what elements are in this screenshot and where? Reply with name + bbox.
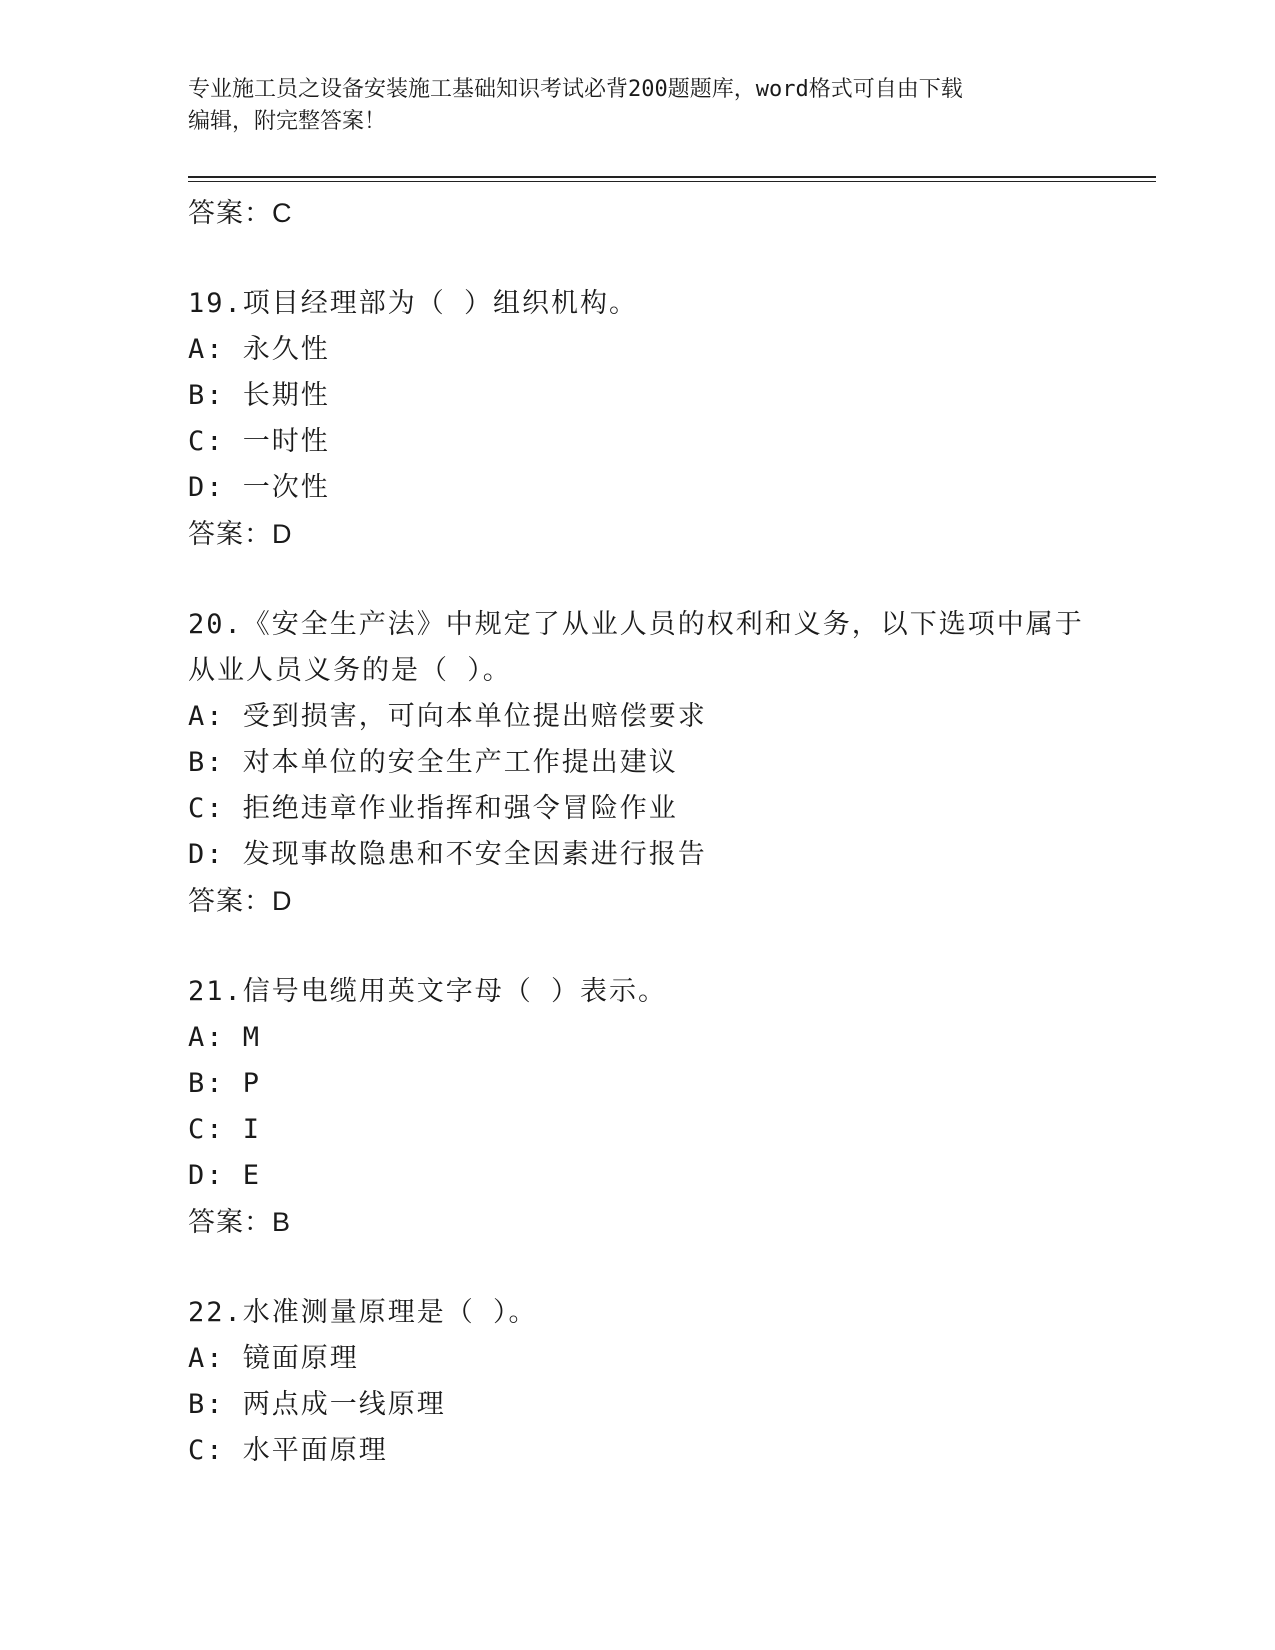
answer: 答案：D	[188, 519, 293, 549]
header-line-1: 专业施工员之设备安装施工基础知识考试必背200题题库，word格式可自由下载	[188, 77, 963, 102]
option-b: B: P	[188, 1068, 262, 1099]
question-stem: 19.项目经理部为（ ）组织机构。	[188, 288, 639, 319]
option-a: A: 镜面原理	[188, 1343, 359, 1374]
option-a: A: M	[188, 1022, 262, 1053]
question-21	[188, 969, 1088, 1245]
option-b: B: 两点成一线原理	[188, 1389, 446, 1420]
option-c: C: 拒绝违章作业指挥和强令冒险作业	[188, 793, 678, 824]
option-a: A: 受到损害，可向本单位提出赔偿要求	[188, 701, 707, 732]
question-19	[188, 281, 1088, 557]
question-stem: 21.信号电缆用英文字母（ ）表示。	[188, 976, 668, 1007]
question-stem: 20.《安全生产法》中规定了从业人员的权利和义务，以下选项中属于	[188, 609, 1084, 640]
answer: 答案：B	[188, 1207, 292, 1237]
header-line-2: 编辑，附完整答案！	[188, 109, 387, 134]
option-d: D: E	[188, 1160, 262, 1191]
option-c: C: 一时性	[188, 426, 330, 457]
question-stem: 22.水准测量原理是（ ）。	[188, 1297, 538, 1328]
question-stem-continued: 从业人员义务的是（ ）。	[188, 655, 512, 686]
option-d: D: 一次性	[188, 472, 330, 503]
document-header	[188, 74, 1088, 138]
option-d: D: 发现事故隐患和不安全因素进行报告	[188, 839, 707, 870]
option-b: B: 对本单位的安全生产工作提出建议	[188, 747, 678, 778]
question-22	[188, 1290, 1088, 1474]
option-c: C: 水平面原理	[188, 1435, 388, 1466]
option-b: B: 长期性	[188, 380, 330, 411]
question-content	[188, 190, 1088, 1474]
previous-answer: 答案：C	[188, 198, 293, 228]
question-20	[188, 602, 1088, 924]
header-rule-thin	[188, 181, 1156, 182]
option-a: A: 永久性	[188, 334, 330, 365]
answer: 答案：D	[188, 886, 293, 916]
option-c: C: I	[188, 1114, 262, 1145]
header-rule-thick	[188, 176, 1156, 178]
